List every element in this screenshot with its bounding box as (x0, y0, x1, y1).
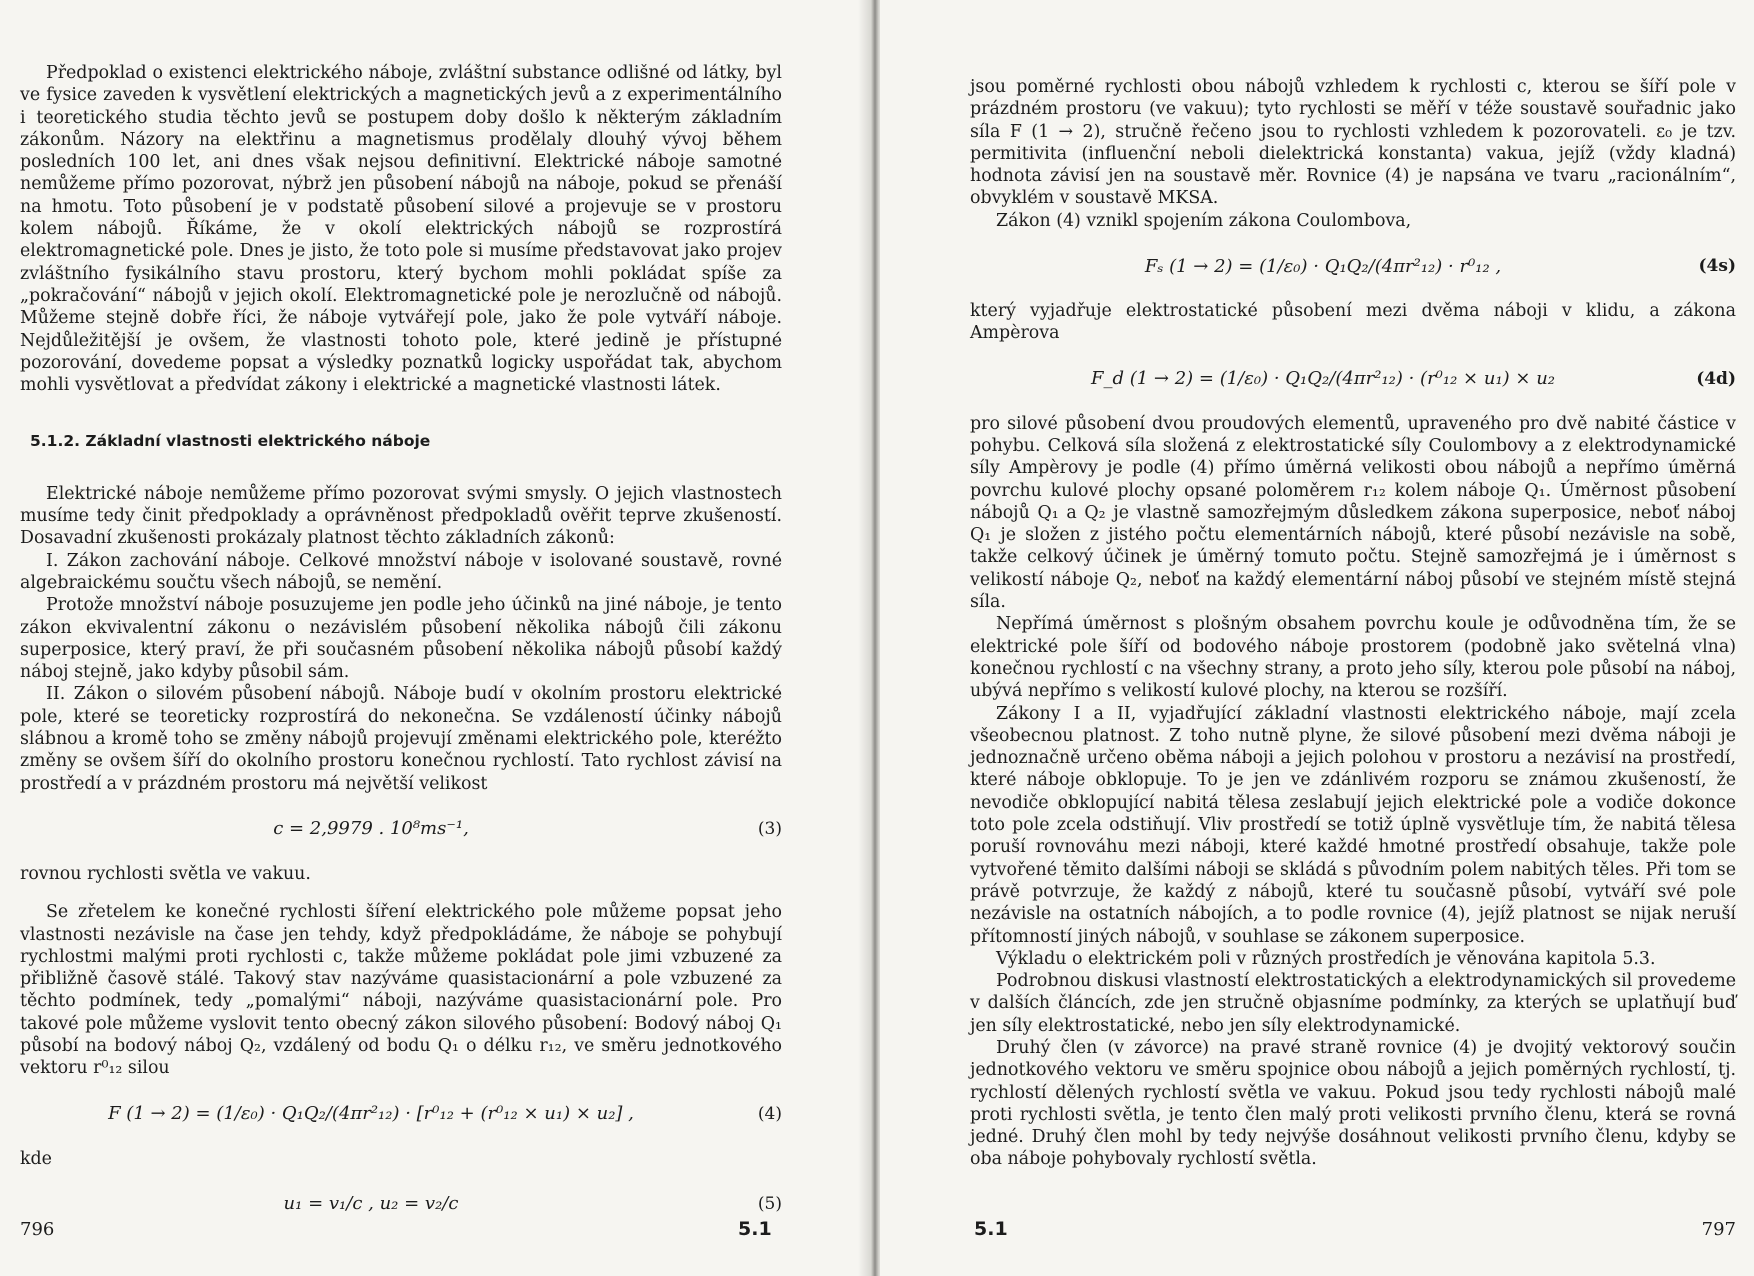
left-paragraph-4: Se zřetelem ke konečné rychlosti šíření elektrického pole můžeme popsat jeho vlastnosti nezávisle na čase jen tehdy, když předpokládáme, že náboje se pohybují rychlostmi malými proti rychlosti c, takže můžeme pokládat pole jimi vzbuzené za přibližně časově stálé. Takový stav nazýváme quasistacionární a pole vzbuzené za těchto podmínek, tedy „pomalými“ náboji, nazýváme quasistacionární pole. Pro takové pole můžeme vyslovit tento obecný zákon silového působení: Bodový náboj Q₁ působí na bodový náboj Q₂, vzdálený od bodu Q₁ o délku r₁₂, ve směru jednotkového vektoru r⁰₁₂ silou (20, 902, 782, 1079)
right-paragraph-5: Nepřímá úměrnost s plošným obsahem povrchu koule je odůvodněna tím, že se elektrické pole šíří od bodového náboje prostorem (podobně jako světelná vlna) konečnou rychlostí c na všechny strany, a proto jeho síly, kterou pole působí na náboj, ubývá nepřímo s velikostí kulové plochy, na kterou se rozšíří. (970, 614, 1736, 702)
right-section-mark: 5.1 (974, 1218, 1008, 1240)
equation-3-body: c = 2,9979 . 10⁸ms⁻¹, (273, 818, 469, 840)
left-section-mark: 5.1 (738, 1218, 772, 1240)
right-paragraph-9: Druhý člen (v závorce) na pravé straně rovnice (4) je dvojitý vektorový součin jednotkového vektoru ve směru spojnice obou nábojů a jejich poměrných rychlostí, tj. rychlostí dělených rychlostí světla ve vakuu. Pokud jsou tedy rychlosti nábojů malé proti rychlosti světla, je tento člen malý proti velikosti prvního členu, která se rovná jedné. Druhý člen mohl by tedy nejvýše dosáhnout velikosti prvního členu, kdyby se oba náboje pohybovaly rychlostí světla. (970, 1037, 1736, 1170)
equation-5-number: (5) (757, 1193, 782, 1214)
equation-4 (20, 1090, 782, 1138)
equation-4-number: (4) (757, 1103, 782, 1124)
right-page (880, 0, 1754, 1276)
right-paragraph-8: Podrobnou diskusi vlastností elektrostatických a elektrodynamických sil provedeme v dalších článcích, zde jen stručně objasníme podmínky, za kterých se uplatňují buď jen síly elektrostatické, nebo jen síly elektrodynamické. (970, 971, 1736, 1036)
left-page (0, 0, 868, 1276)
law-2: II. Zákon o silovém působení nábojů. Náboje budí v okolním prostoru elektrické pole, které se teoreticky rozprostírá do nekonečna. Se vzdáleností účinky nábojů slábnou a kromě toho se změny nábojů projevují změnami elektrického pole, kteréžto změny se ovšem šíří do okolního prostoru konečnou rychlostí. Tato rychlost závisí na prostředí a v prázdném prostoru má největší velikost (20, 684, 782, 794)
equation-4s (970, 242, 1736, 290)
right-paragraph-7: Výkladu o elektrickém poli v různých prostředích je věnována kapitola 5.3. (996, 948, 1656, 969)
right-page-number: 797 (1701, 1219, 1736, 1240)
left-paragraph-2: Elektrické náboje nemůžeme přímo pozorovat svými smysly. O jejich vlastnostech musíme tedy činit předpoklady a oprávněnost předpokladů ověřit teprve zkušeností. Dosavadní zkušenosti prokázaly platnost těchto základních zákonů: (20, 483, 782, 549)
equation-4d-number: (4d) (1696, 368, 1736, 389)
equation-4s-number: (4s) (1698, 256, 1736, 277)
left-paragraph-1: Předpoklad o existenci elektrického náboje, zvláštní substance odlišné od látky, byl ve fysice zaveden k vysvětlení elektrických a magnetických jevů a z experimentálního i teoretického studia těchto jevů se postupem doby došlo k některým základním zákonům. Názory na elektřinu a magnetismus prodělaly dlouhý vývoj během posledních 100 let, ani dnes však nejsou definitivní. Elektrické náboje samotné nemůžeme přímo pozorovat, nýbrž jen působení nábojů na náboje, pokud se přenáší na hmotu. Toto působení je v podstatě působení silové a projevuje se v prostoru kolem nábojů. Říkáme, že v okolí elektrických nábojů se rozprostírá elektromagnetické pole. Dnes je jisto, že toto pole si musíme představovat jako projev zvláštního fysikálního stavu prostoru, který bychom mohli pokládat spíše za „pokračování“ nábojů v jejich okolí. Elektromagnetické pole je nerozlučně od nábojů. Můžeme stejně dobře říci, že náboje vytvářejí pole, jako že pole vytváří náboje. Nejdůležitější je ovšem, že vlastnosti tohoto pole, které jedině je přístupné pozorování, dovedeme popsat a výsledky poznatků logicky uspořádat tak, abychom mohli vysvětlovat a předvídat zákony i elektrické a magnetické vlastnosti látek. (20, 63, 782, 396)
equation-3 (20, 805, 782, 853)
left-page-number: 796 (20, 1219, 55, 1240)
right-paragraph-1: jsou poměrné rychlosti obou nábojů vzhledem k rychlosti c, kterou se šíří pole v prázdném prostoru (ve vakuu); tyto rychlosti se měří v téže soustavě souřadnic jako síla F (1 → 2), stručně řečeno jsou to rychlosti vzhledem k pozorovateli. ε₀ je tzv. permitivita (influenční neboli dielektrická konstanta) vakua, jejíž (vždy kladná) hodnota závisí jen na soustavě měr. Rovnice (4) je napsána ve tvaru „racionálním“, obvyklém v soustavě MKSA. (970, 77, 1736, 209)
right-paragraph-4: pro silové působení dvou proudových elementů, upraveného pro dvě nabité částice v pohybu. Celková síla složená z elektrostatické síly Coulombovy a z elektrodynamické síly Ampèrovy je podle (4) přímo úměrná velikosti obou nábojů a nepřímo úměrná povrchu kulové plochy opsané poloměrem r₁₂ kolem náboje Q₁. Úměrnost působení nábojů Q₁ a Q₂ je vlastně samozřejmým důsledkem zákona superposice, neboť náboj Q₁ je složen z jistého počtu elementárních nábojů, které působí nezávisle na sobě, takže celkový účinek je úměrný tomuto počtu. Stejně samozřejmá je i úměrnost s velikostí náboje Q₂, neboť na každý elementární náboj působí ve stejném místě stejná síla. (970, 413, 1736, 613)
equation-4-body: F (1 → 2) = (1/ε₀) · Q₁Q₂/(4πr²₁₂) · [r⁰₁₂ + (r⁰₁₂ × u₁) × u₂] , (108, 1103, 634, 1125)
equation-3-number: (3) (757, 818, 782, 839)
right-paragraph-2: Zákon (4) vznikl spojením zákona Coulombova, (996, 210, 1412, 231)
equation-4d (970, 355, 1736, 403)
equation-5 (20, 1180, 782, 1228)
right-paragraph-6: Zákony I a II, vyjadřující základní vlastnosti elektrického náboje, mají zcela všeobecnou platnost. Z toho nutně plyne, že silové působení mezi dvěma náboji je jednoznačně určeno oběma náboji a jejich polohou v prostoru a nezávisí na prostředí, které náboje obklopuje. To je jen ve zdánlivém rozporu se známou zkušeností, že nevodiče obklopující nabitá tělesa zeslabují jejich elektrické pole a vodiče dokonce toto pole zcela odstiňují. Vliv prostředí se totiž úplně vysvětluje tím, že nabitá tělesa poruší rovnováhu mezi náboji, které každé hmotné prostředí obsahuje, takže pole vytvořené těmito dalšími náboji se skládá s původním polem nabitých těles. Při tom se právě potvrzuje, že každý z nábojů, které tu současně působí, vytváří své pole nezávisle na ostatních nábojích, a to podle rovnice (4), jejíž platnost se nijak neruší přítomností jiných nábojů, v souhlase se zákonem superposice. (970, 703, 1736, 947)
equation-4d-body: F_d (1 → 2) = (1/ε₀) · Q₁Q₂/(4πr²₁₂) · (r⁰₁₂ × u₁) × u₂ (1090, 368, 1556, 390)
right-paragraph-3: který vyjadřuje elektrostatické působení mezi dvěma náboji v klidu, a zákona Ampèrova (970, 301, 1736, 344)
section-heading: 5.1.2. Základní vlastnosti elektrického náboje (30, 432, 431, 451)
after-equation-3: rovnou rychlosti světla ve vakuu. (20, 863, 311, 884)
kde-label: kde (20, 1148, 52, 1169)
equation-5-body: u₁ = v₁/c , u₂ = v₂/c (283, 1193, 459, 1215)
equation-4s-body: Fₛ (1 → 2) = (1/ε₀) · Q₁Q₂/(4πr²₁₂) · r⁰₁₂ , (1144, 255, 1502, 277)
law-1: I. Zákon zachování náboje. Celkové množství náboje v isolované soustavě, rovné algebraickému součtu všech nábojů, se nemění. (20, 550, 782, 593)
left-paragraph-3: Protože množství náboje posuzujeme jen podle jeho účinků na jiné náboje, je tento zákon ekvivalentní zákonu o nezávislém působení několika nábojů čili zákonu superposice, který praví, že při současném působení několika nábojů působí každý náboj stejně, jako kdyby působil sám. (20, 595, 782, 683)
